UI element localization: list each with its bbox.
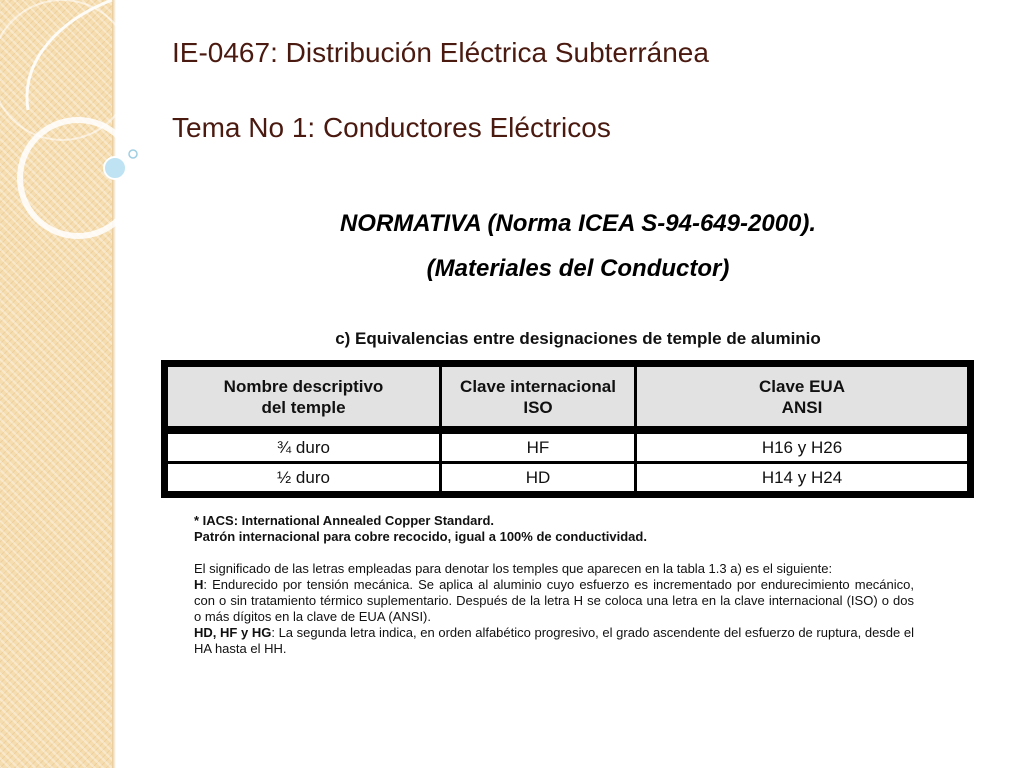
table-header-cell bbox=[168, 367, 439, 426]
footnote-line: Patrón internacional para cobre recocido, igual a 100% de conductividad. bbox=[194, 529, 647, 544]
header-line: Clave EUA bbox=[759, 376, 845, 396]
table-header-cell bbox=[442, 367, 634, 426]
table-cell: ½ duro bbox=[168, 464, 439, 491]
table-cell: H16 y H26 bbox=[637, 434, 967, 461]
note-text: : Endurecido por tensión mecánica. Se aplica al aluminio cuyo esfuerzo es incrementado por endurecimiento mecánico, con o sin tratamiento térmico suplementario. Después de la letra H se coloca una letra en la clave internacional (ISO) o dos o más dígitos en la clave de EUA (ANSI). bbox=[194, 577, 914, 624]
temper-letter-notes bbox=[194, 561, 914, 657]
header-line: ANSI bbox=[781, 397, 823, 417]
table-cell: HD bbox=[442, 464, 634, 491]
decorative-bubble-large bbox=[104, 157, 126, 179]
header-line: Clave internacional bbox=[460, 376, 616, 396]
decorative-bubble-small bbox=[129, 150, 137, 158]
footnote-line: * IACS: International Annealed Copper Standard. bbox=[194, 513, 494, 528]
table-caption: c) Equivalencias entre designaciones de temple de aluminio bbox=[335, 329, 821, 348]
temper-equivalence-table bbox=[161, 360, 974, 498]
note-key: HD, HF y HG bbox=[194, 625, 272, 640]
note-text: : La segunda letra indica, en orden alfabético progresivo, el grado ascendente del esfuerzo de ruptura, desde el HA hasta el HH. bbox=[194, 625, 914, 656]
note-h bbox=[194, 577, 914, 625]
table-header-cell bbox=[637, 367, 967, 426]
section-subheading: (Materiales del Conductor) bbox=[426, 255, 730, 282]
iacs-footnote bbox=[194, 513, 914, 545]
notes-intro: El significado de las letras empleadas para denotar los temples que aparecen en la tabla 1.3 a) es el siguiente: bbox=[194, 561, 833, 576]
table-cell: HF bbox=[442, 434, 634, 461]
note-hd-hf-hg bbox=[194, 625, 914, 657]
table-cell: ¾ duro bbox=[168, 434, 439, 461]
decorative-swirl-graphic bbox=[0, 0, 170, 260]
course-title: IE-0467: Distribución Eléctrica Subterránea bbox=[172, 37, 709, 68]
topic-title: Tema No 1: Conductores Eléctricos bbox=[172, 112, 611, 143]
header-line: Nombre descriptivo bbox=[223, 376, 384, 396]
table-cell: H14 y H24 bbox=[637, 464, 967, 491]
note-key: H bbox=[194, 577, 204, 592]
header-line: del temple bbox=[261, 397, 346, 417]
header-line: ISO bbox=[523, 397, 553, 417]
section-heading: NORMATIVA (Norma ICEA S-94-649-2000). bbox=[339, 210, 817, 237]
